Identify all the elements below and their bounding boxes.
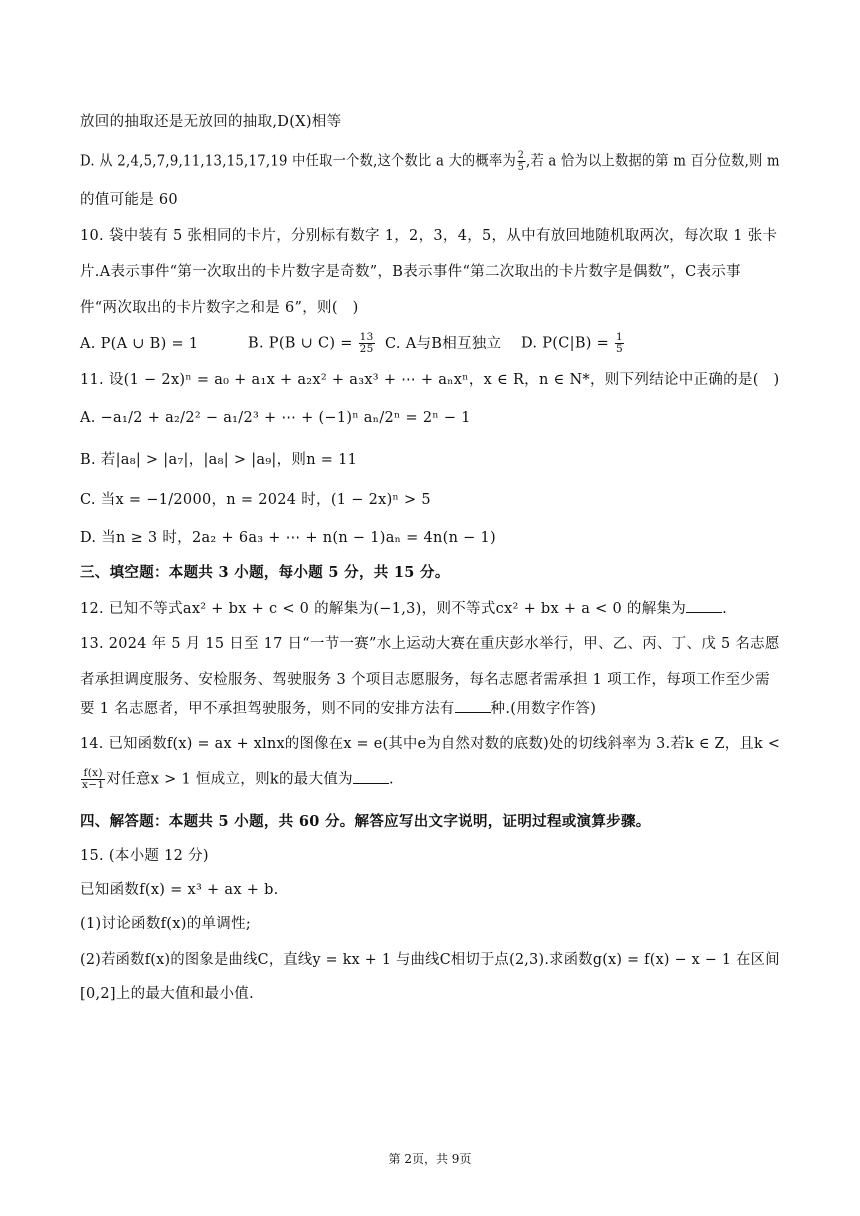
question-15-part-2: (2)若函数f(x)的图象是曲线C，直线y = kx + 1 与曲线C相切于点(2,3).求函数g(x) = f(x) − x − 1 在区间 [80, 952, 780, 968]
question-14-line-2 [80, 768, 780, 791]
question-10-options [80, 332, 780, 355]
question-15-part-1: (1)讨论函数f(x)的单调性; [80, 916, 252, 932]
text-fragment: 12. 已知不等式ax² + bx + c < 0 的解集为(−1,3)，则不等式cx² + bx + a < 0 的解集为 [80, 601, 687, 617]
option-10a: A. P(A ∪ B) = 1 [80, 335, 199, 352]
question-15-part-2-cont: [0,2]上的最大值和最小值. [80, 986, 254, 1002]
option-11b: B. 若|a₈| > |a₇|，|a₈| > |a₉|，则n = 11 [80, 452, 358, 468]
question-10-line-3: 件“两次取出的卡片数字之和是 6”，则( ) [80, 300, 359, 316]
option-9d [80, 149, 780, 173]
page-footer: 第 2页，共 9页 [388, 1152, 472, 1166]
fraction-denominator: 5 [517, 161, 525, 173]
text-fragment: . [722, 601, 728, 617]
fraction-denominator: 5 [616, 343, 623, 355]
text-line: 放回的抽取还是无放回的抽取,D(X)相等 [80, 114, 342, 130]
text-fragment: 要 1 名志愿者，甲不承担驾驶服务，则不同的安排方法有 [80, 701, 455, 717]
fraction-denominator: 25 [359, 343, 374, 355]
answer-blank [686, 598, 722, 613]
text-fragment: ,若 a 恰为以上数据的第 m 百分位数,则 m [525, 153, 780, 170]
question-14-line-1: 14. 已知函数f(x) = ax + xlnx的图像在x = e(其中e为自然对数的底数)处的切线斜率为 3.若k ∈ Z，且k < [80, 736, 781, 752]
section-3-heading: 三、填空题：本题共 3 小题，每小题 5 分，共 15 分。 [80, 564, 450, 581]
text-fragment: 种.(用数字作答) [490, 701, 597, 717]
question-12 [80, 598, 780, 619]
question-13-line-3 [80, 698, 780, 719]
option-10b [248, 332, 385, 355]
option-text: B. P(B ∪ C) = [248, 335, 358, 352]
fraction [615, 332, 624, 355]
answer-blank [353, 769, 389, 784]
question-11: 11. 设(1 − 2x)ⁿ = a₀ + a₁x + a₂x² + a₃x³ + ⋯ + aₙxⁿ，x ∈ R，n ∈ N*，则下列结论中正确的是( ) [80, 372, 780, 388]
text-line: 的值可能是 60 [80, 192, 178, 208]
option-11d: D. 当n ≥ 3 时，2a₂ + 6a₃ + ⋯ + n(n − 1)aₙ = 4n(n − 1) [80, 530, 497, 546]
text-fragment: 对任意x > 1 恒成立，则k的最大值为 [106, 771, 353, 788]
fraction-numerator: f(x) [81, 768, 105, 780]
option-11a: A. −a₁/2 + a₂/2² − a₁/2³ + ⋯ + (−1)ⁿ aₙ/2ⁿ = 2ⁿ − 1 [80, 410, 471, 426]
question-10-line-2: 片.A表示事件“第一次取出的卡片数字是奇数”，B表示事件“第二次取出的卡片数字是偶数”，C表示事 [80, 264, 741, 280]
option-10d [521, 332, 625, 355]
option-11c: C. 当x = −1/2000，n = 2024 时，(1 − 2x)ⁿ > 5 [80, 492, 431, 508]
fraction [359, 332, 375, 355]
question-15-title: 15. (本小题 12 分) [80, 848, 209, 864]
fraction-numerator: 13 [359, 331, 374, 343]
section-4-heading: 四、解答题：本题共 5 小题，共 60 分。解答应写出文字说明，证明过程或演算步骤。 [80, 813, 651, 830]
option-text: D. P(C|B) = [521, 335, 614, 352]
fraction [81, 768, 105, 791]
text-fragment: . [388, 771, 394, 788]
question-13-line-1: 13. 2024 年 5 月 15 日至 17 日“一节一赛”水上运动大赛在重庆彭水举行，甲、乙、丙、丁、戊 5 名志愿 [80, 636, 780, 652]
fraction-numerator: 2 [517, 149, 525, 161]
question-10-line-1: 10. 袋中装有 5 张相同的卡片，分别标有数字 1，2，3，4，5，从中有放回地随机取两次，每次取 1 张卡 [80, 228, 778, 244]
fraction-numerator: 1 [616, 331, 623, 343]
question-13-line-2: 者承担调度服务、安检服务、驾驶服务 3 个项目志愿服务，每名志愿者需承担 1 项工作，每项工作至少需 [80, 672, 770, 688]
fraction [517, 150, 525, 173]
option-10c: C. A与B相互独立 [385, 335, 502, 352]
question-15-stem: 已知函数f(x) = x³ + ax + b. [80, 882, 279, 898]
fraction-denominator: x−1 [82, 779, 105, 791]
text-fragment: D. 从 2,4,5,7,9,11,13,15,17,19 中任取一个数,这个数比 a 大的概率为 [80, 153, 516, 170]
answer-blank [455, 698, 491, 713]
